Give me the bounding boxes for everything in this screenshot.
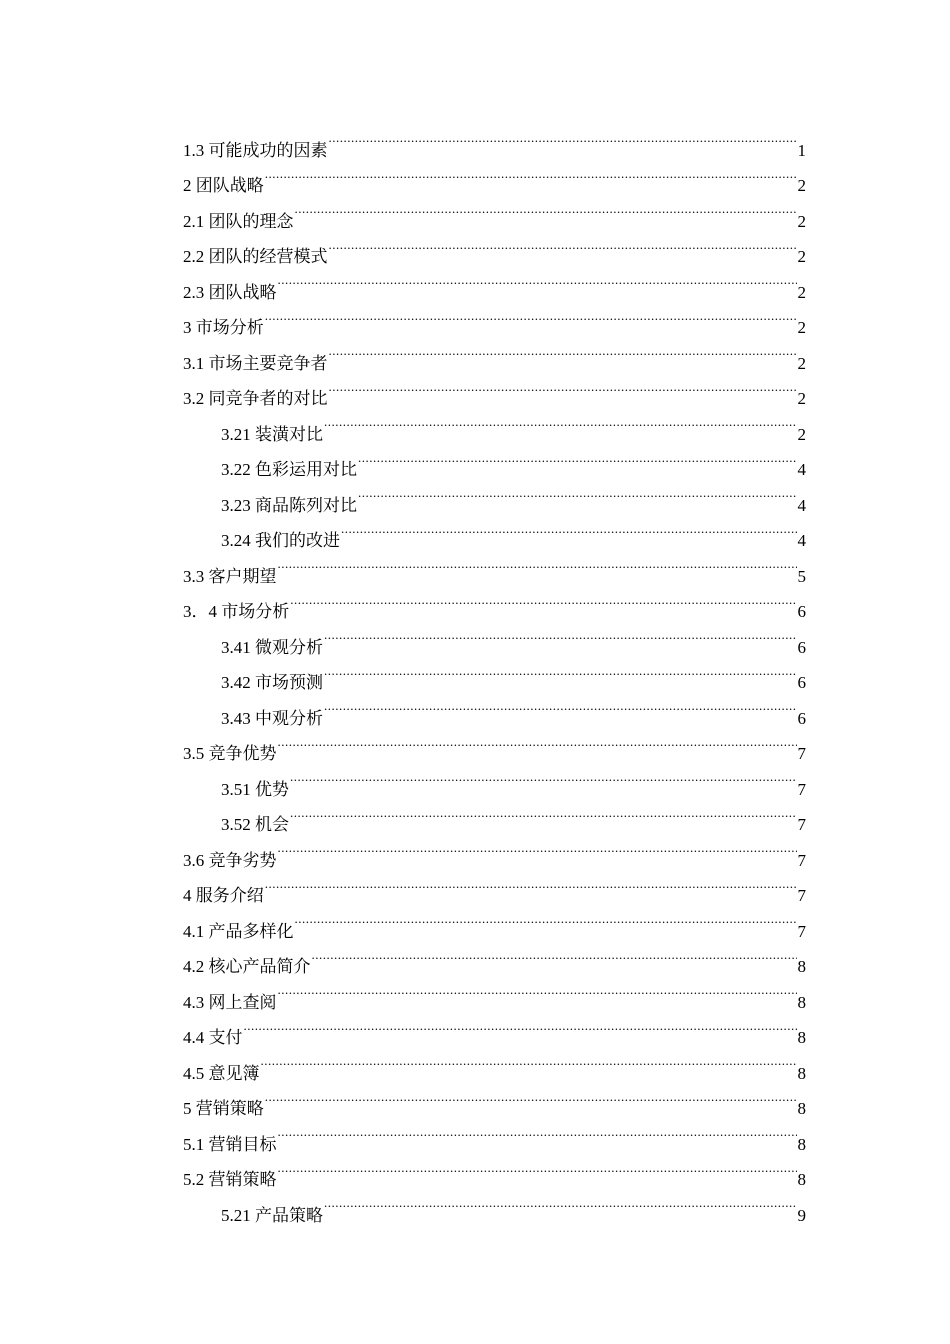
toc-dot-leader — [312, 937, 797, 973]
toc-entry-page-number: 8 — [797, 1063, 806, 1083]
toc-entry-title: 3.2 同竞争者的对比 — [183, 389, 328, 408]
toc-dot-leader — [358, 475, 797, 511]
toc-entry-title: 3.6 竞争劣势 — [183, 850, 277, 870]
toc-entry-page-number: 2 — [797, 318, 806, 337]
toc-entry-title: 3.24 我们的改进 — [221, 531, 340, 550]
toc-entry[interactable] — [183, 1114, 806, 1154]
toc-dot-leader — [329, 120, 797, 156]
toc-entry-title: 3.41 微观分析 — [221, 637, 323, 657]
toc-dot-leader — [278, 546, 797, 582]
toc-entry-title: 4.2 核心产品简介 — [183, 957, 311, 976]
toc-entry-page-number: 6 — [797, 673, 806, 692]
toc-entry-title: 5.21 产品策略 — [221, 1205, 323, 1225]
toc-entry-page-number: 2 — [797, 282, 806, 302]
toc-entry[interactable] — [183, 333, 806, 373]
toc-dot-leader — [265, 156, 797, 192]
toc-entry-title: 2.2 团队的经营模式 — [183, 247, 328, 266]
toc-entry-title: 4.5 意见簿 — [183, 1063, 260, 1083]
toc-entry[interactable] — [183, 156, 806, 195]
toc-entry-page-number: 6 — [797, 708, 806, 728]
toc-dot-leader — [329, 369, 797, 405]
toc-entry-title: 3.21 装潢对比 — [221, 424, 323, 444]
toc-entry[interactable] — [183, 1043, 806, 1083]
toc-entry-title: 2 团队战略 — [183, 176, 264, 195]
toc-entry-page-number: 9 — [797, 1205, 806, 1225]
toc-dot-leader — [295, 901, 797, 937]
toc-dot-leader — [329, 227, 797, 263]
toc-entry-title: 3.42 市场预测 — [221, 673, 323, 692]
toc-entry[interactable] — [183, 1008, 806, 1047]
toc-entry-page-number: 8 — [797, 1170, 806, 1189]
toc-entry[interactable] — [183, 901, 806, 941]
toc-entry-title: 3.43 中观分析 — [221, 708, 323, 728]
toc-entry-title: 3.5 竞争优势 — [183, 744, 277, 763]
toc-dot-leader — [278, 972, 797, 1008]
toc-entry-title: 4.4 支付 — [183, 1028, 243, 1047]
toc-entry-page-number: 2 — [797, 389, 806, 408]
toc-dot-leader — [324, 688, 797, 724]
toc-entry-page-number: 4 — [797, 495, 806, 515]
toc-dot-leader — [244, 1008, 797, 1044]
toc-entry-title: 5.2 营销策略 — [183, 1170, 277, 1189]
toc-dot-leader — [261, 1043, 797, 1079]
toc-entry-title: 3.1 市场主要竞争者 — [183, 353, 328, 373]
toc-dot-leader — [278, 1114, 797, 1150]
toc-entry[interactable] — [183, 120, 806, 160]
toc-dot-leader — [278, 262, 797, 298]
toc-entry-page-number: 7 — [797, 815, 806, 834]
toc-dot-leader — [341, 511, 797, 547]
toc-entry-title: 4.1 产品多样化 — [183, 921, 294, 941]
toc-entry[interactable] — [183, 191, 806, 231]
toc-dot-leader — [278, 830, 797, 866]
toc-dot-leader — [265, 298, 797, 334]
toc-entry-page-number: 2 — [797, 247, 806, 266]
toc-dot-leader — [290, 795, 797, 831]
toc-entry-page-number: 4 — [797, 531, 806, 550]
toc-entry-page-number: 6 — [797, 637, 806, 657]
toc-dot-leader — [290, 759, 797, 795]
toc-entry-page-number: 7 — [797, 850, 806, 870]
toc-entry-title: 3.23 商品陈列对比 — [221, 495, 357, 515]
toc-entry-title: 5.1 营销目标 — [183, 1134, 277, 1154]
toc-entry-title: 3.51 优势 — [221, 779, 289, 799]
toc-dot-leader — [324, 1185, 797, 1221]
toc-entry-title: 3.3 客户期望 — [183, 566, 277, 586]
toc-entry-page-number: 4 — [797, 460, 806, 479]
toc-dot-leader — [278, 724, 797, 760]
toc-dot-leader — [329, 333, 797, 369]
toc-entry-title: 5 营销策略 — [183, 1099, 264, 1118]
toc-dot-leader — [358, 440, 797, 476]
toc-entry-title: 3 市场分析 — [183, 318, 264, 337]
toc-entry[interactable] — [183, 298, 806, 337]
toc-dot-leader — [265, 1079, 797, 1115]
toc-entry-title: 4.3 网上查阅 — [183, 992, 277, 1012]
toc-dot-leader — [278, 1150, 797, 1186]
toc-entry-page-number: 2 — [797, 211, 806, 231]
toc-dot-leader — [324, 404, 797, 440]
toc-entry-page-number: 8 — [797, 1134, 806, 1154]
toc-entry-title: 1.3 可能成功的因素 — [183, 140, 328, 160]
toc-entry-page-number: 2 — [797, 353, 806, 373]
toc-dot-leader — [324, 653, 797, 689]
toc-entry-page-number: 5 — [797, 566, 806, 586]
toc-entry-title: 3．4 市场分析 — [183, 602, 290, 621]
toc-entry[interactable] — [183, 1079, 806, 1118]
toc-dot-leader — [295, 191, 797, 227]
toc-entry-page-number: 8 — [797, 1028, 806, 1047]
toc-entry-title: 2.1 团队的理念 — [183, 211, 294, 231]
toc-dot-leader — [324, 617, 797, 653]
toc-dot-leader — [265, 866, 797, 902]
toc-entry-page-number: 2 — [797, 176, 806, 195]
toc-entry-page-number: 7 — [797, 744, 806, 763]
toc-entry-title: 3.22 色彩运用对比 — [221, 460, 357, 479]
table-of-contents — [183, 120, 806, 1225]
toc-entry-page-number: 7 — [797, 921, 806, 941]
toc-entry-page-number: 8 — [797, 957, 806, 976]
toc-dot-leader — [290, 582, 796, 618]
toc-entry-page-number: 7 — [797, 779, 806, 799]
toc-entry-title: 3.52 机会 — [221, 815, 289, 834]
toc-entry-page-number: 8 — [797, 992, 806, 1012]
toc-entry-page-number: 8 — [797, 1099, 806, 1118]
toc-entry-page-number: 2 — [797, 424, 806, 444]
toc-entry-title: 2.3 团队战略 — [183, 282, 277, 302]
toc-entry-title: 4 服务介绍 — [183, 886, 264, 905]
toc-entry[interactable] — [183, 866, 806, 905]
toc-entry-page-number: 7 — [797, 886, 806, 905]
toc-entry-page-number: 1 — [797, 140, 806, 160]
toc-entry-page-number: 6 — [797, 602, 806, 621]
